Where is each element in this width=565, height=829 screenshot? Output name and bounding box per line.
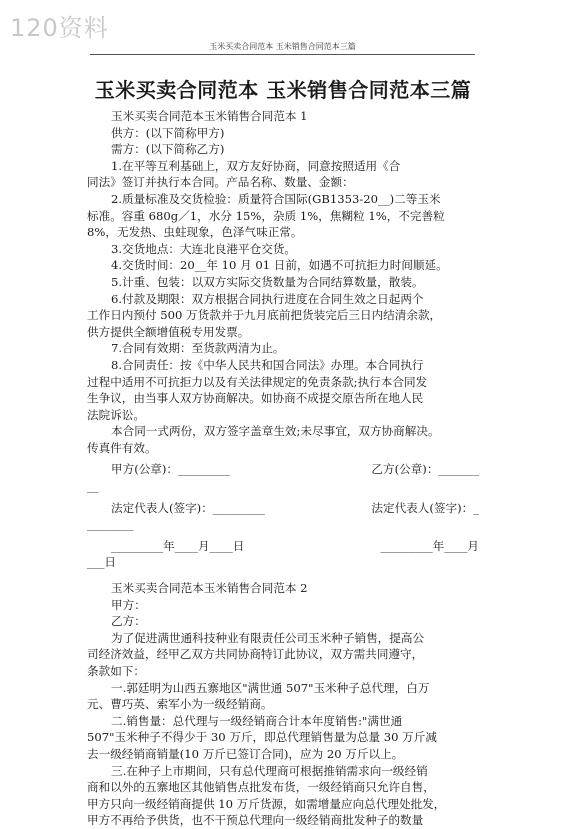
- party-b-representative: 法定代表人(签字)：_: [371, 500, 479, 515]
- text-line: 玉米买卖合同范本玉米销售合同范本 2: [111, 581, 308, 596]
- watermark: 120资料: [10, 14, 109, 42]
- text-line: 过程中适用不可抗拒力以及有关法律规定的免责条款;执行本合同发: [87, 374, 428, 389]
- text-line: 标准。容重 680g／1，水分 15%，杂质 1%，焦糊粒 1%，不完善粒: [87, 208, 445, 223]
- party-b-seal: 乙方(公章)：_______: [371, 462, 479, 477]
- text-line: 传真件有效。: [87, 440, 157, 455]
- signature-wrap: __: [87, 479, 99, 494]
- contract-2-text: [87, 580, 479, 829]
- text-line: 司经济效益，经甲乙双方共同协商特订此协议，双方需共同遵守，: [87, 647, 424, 662]
- party-a-representative: 法定代表人(签字)：_________: [111, 500, 265, 515]
- text-line: 甲方：: [111, 597, 146, 612]
- text-line: 5.计重、包装：以双方实际交货数量为合同结算数量，散装。: [111, 274, 424, 289]
- text-line: 生争议，由当事人双方协商解决。如协商不成提交原告所在地人民: [87, 391, 424, 406]
- running-header: 玉米买卖合同范本 玉米销售合同范本三篇: [90, 41, 475, 55]
- signature-row-date: [87, 538, 479, 555]
- text-line: 三.在种子上市期间，只有总代理商可根据推销需求向一级经销: [111, 763, 428, 778]
- text-line: 同法》签订并执行本合同。产品名称、数量、金额：: [87, 175, 354, 190]
- signature-row-seal: [87, 461, 479, 478]
- text-line: 条款如下：: [87, 664, 145, 678]
- signature-wrap: ________: [87, 517, 134, 532]
- text-line: 2.质量标准及交货检验：质量符合国际(GB1353-20__)二等玉米: [111, 191, 441, 206]
- text-line: 8.合同责任：按《中华人民共和国合同法》办理。本合同执行: [111, 357, 424, 372]
- text-line: 玉米买卖合同范本玉米销售合同范本 1: [111, 109, 308, 123]
- contract-1-text: [87, 108, 479, 456]
- text-line: 商和以外的五寨地区其他销售点批发布货，一级经销商只允许自售，: [87, 780, 435, 795]
- text-line: 6.付款及期限：双方根据合同执行进度在合同生效之日起两个: [111, 291, 424, 306]
- text-line: 供方：(以下简称甲方): [111, 125, 225, 140]
- text-line: 4.交货时间：20__年 10 月 01 日前，如遇不可抗拒力时间顺延。: [111, 258, 448, 273]
- signature-wrap: ___日: [87, 555, 116, 570]
- text-line: 一.郭廷明为山西五寨地区"满世通 507"玉米种子总代理，白万: [111, 680, 430, 695]
- text-line: 元、曹巧英、索军小为一级经销商。: [87, 697, 273, 712]
- document-body: [87, 74, 479, 829]
- text-line: 8%，无发热、虫蛀现象，色泽气味正常。: [87, 225, 303, 240]
- text-line: 二.销售量：总代理与一级经销商合计本年度销售:"满世通: [111, 713, 403, 728]
- signature-row-rep: [87, 500, 479, 517]
- text-line: 需方：(以下简称乙方): [111, 142, 225, 157]
- text-line: 507"玉米种子不得少于 30 万斤，即总代理销售量为总量 30 万斤减: [87, 730, 437, 745]
- document-title: 玉米买卖合同范本 玉米销售合同范本三篇: [94, 78, 472, 102]
- text-line: 本合同一式两份，双方签字盖章生效;未尽事宜，双方协商解决。: [111, 424, 440, 439]
- text-line: 7.合同有效期：至货款两清为止。: [111, 341, 285, 356]
- text-line: 工作日内预付 500 万货款并于九月底前把货装完后三日内结清余款，: [87, 308, 442, 323]
- text-line: 供方提供全额增值税专用发票。: [87, 324, 250, 339]
- party-a-date: _________年____月____日: [111, 538, 245, 553]
- text-line: 乙方：: [111, 614, 146, 629]
- text-line: 甲方不再给予供货，也不干预总代理向一级经销商批发种子的数量: [87, 813, 424, 828]
- text-line: 为了促进满世通科技种业有限责任公司玉米种子销售，提高公: [111, 630, 425, 645]
- text-line: 法院诉讼。: [87, 407, 145, 422]
- text-line: 1.在平等互利基础上，双方友好协商，同意按照适用《合: [111, 158, 401, 173]
- text-line: 去一级经销商销量(10 万斤已签订合同)，应为 20 万斤以上。: [87, 746, 404, 761]
- text-line: 3.交货地点：大连北良港平仓交货。: [111, 241, 296, 256]
- party-a-seal: 甲方(公章)：_________: [111, 462, 231, 477]
- text-line: 甲方只向一级经销商提供 10 万斤货源，如需增量应向总代理处批发，: [87, 796, 446, 811]
- party-b-date: _________年____月: [380, 538, 479, 553]
